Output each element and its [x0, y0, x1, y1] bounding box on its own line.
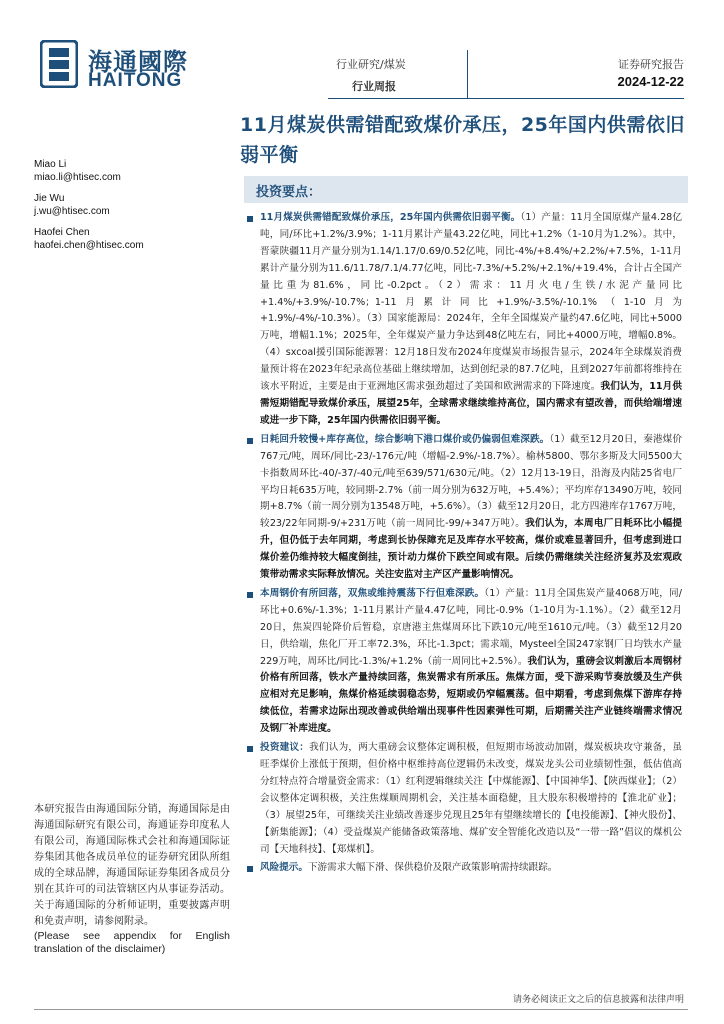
bullet-icon	[247, 216, 253, 222]
report-type: 证券研究报告	[618, 58, 684, 71]
paragraph-conclusion: 我们认为，重磅会议刺激后本周钢材价格有所回落，铁水产量持续回落，焦炭需求有所承压。焦煤方面，受下游采购节奏放缓及生产供应相对充足影响，焦煤价格延续弱稳态势，短期或仍窄幅震荡。但中期看，考虑到焦煤下游库存持续低位，若需求边际出现改善或供给端出现事件性因素弹性可期，后期需关注产业链终端需求情况及钢厂补库进度。	[260, 655, 682, 735]
author-name: Jie Wu	[34, 193, 65, 204]
brand-name-cn: 海通國際	[88, 48, 188, 76]
disclaimer-en: (Please see appendix for English translation of the disclaimer)	[34, 930, 230, 955]
author-email[interactable]: miao.li@htisec.com	[34, 172, 121, 183]
paragraph-conclusion: 我们认为，本周电厂日耗环比小幅提升，但仍低于去年同期，考虑到长协保障充足及库存水平较高，煤价或难显著回升，但考虑到进口煤价差仍维持较大幅度倒挂，预计动力煤价下跌空间或有限。后续仍需继续关注经济复苏及宏观政策带动需求实际释放情况。关注安监对主产区产量影响情况。	[260, 518, 682, 581]
author-name: Miao Li	[34, 159, 67, 170]
paragraph-lead: 风险提示。	[260, 862, 308, 874]
author-email[interactable]: haofei.chen@htisec.com	[34, 240, 144, 251]
paragraph-text: （1）截至12月20日，秦港煤价767元/吨，周环/同比-23/-176元/吨（增幅-2.9%/-18.7%）。榆林5800、鄂尔多斯及大同5500大卡指数周环比-40/-37/-40元/吨至639/571/630元/吨。（2）12月13-19日，沿海及内陆25省电厂平均日耗635万吨，较同期-2.7%（前一周分别为632万吨，+5.4%）；平均库存13490万吨，较同期+8.7%（前一周分别为13548万吨，+5.6%）。（3）截至12月20日，北方四港库存1767万吨，较23/22年同期-9/+231万吨（前一周同比-99/+347万吨）。	[260, 433, 682, 530]
paragraph-lead: 11月煤炭供需错配致煤价承压，25年国内供需依旧弱平衡。	[260, 212, 521, 223]
section-title: 投资要点：	[256, 185, 322, 200]
author-email[interactable]: j.wu@htisec.com	[34, 206, 110, 217]
haitong-emblem-icon	[40, 40, 78, 88]
paragraph-text: 下游需求大幅下滑、保供稳价及限产政策影响需持续跟踪。	[307, 862, 558, 874]
author-block	[34, 192, 110, 218]
report-subtype: 行业周报	[352, 80, 396, 93]
paragraph-text: 我们认为，两大重磅会议整体定调积极，但短期市场波动加剧，煤炭板块攻守兼备，虽旺季煤价上涨低于预期，但价格中枢维持高位逻辑仍未改变，煤炭龙头公司业绩韧性强，低估值高分红特点符合增量资金需求：（1）红利逻辑继续关注【中煤能源】、【中国神华】、【陕西煤业】；（2）会议整体定调积极，关注焦煤顺周期机会，关注基本面稳健，且大股东积极增持的【淮北矿业】；（3）展望25年，可继续关注业绩改善逐步兑现且25年有望继续增长的【电投能源】、【神火股份】、【新集能源】；（4）受益煤炭产能储备政策落地、煤矿安全智能化改造以及“一带一路”倡议的煤机公司【天地科技】、【郑煤机】。	[260, 742, 683, 855]
report-category: 行业研究/煤炭	[336, 58, 406, 71]
bullet-icon	[247, 592, 253, 598]
disclaimer	[34, 802, 230, 956]
header-divider	[467, 50, 468, 98]
footer-rule	[34, 1009, 688, 1010]
paragraph-conclusion: 我们认为，11月供需短期错配导致煤价承压，展望25年，全球需求继续维持高位，国内需求有望改善，而供给端增速或进一步下降，25年国内供需依旧弱平衡。	[260, 381, 683, 426]
report-title: 11月煤炭供需错配致煤价承压，25年国内供需依旧弱平衡	[240, 114, 685, 166]
author-block	[34, 158, 121, 184]
footer-note: 请务必阅读正文之后的信息披露和法律声明	[512, 995, 684, 1005]
header-rule	[328, 98, 684, 99]
highlight-paragraph	[246, 860, 682, 877]
author-block	[34, 226, 144, 252]
highlight-paragraph	[246, 740, 682, 858]
haitong-logo	[40, 40, 210, 90]
highlight-paragraph	[246, 432, 682, 584]
bullet-icon	[247, 866, 253, 872]
author-name: Haofei Chen	[34, 227, 90, 238]
disclaimer-cn: 本研究报告由海通国际分销，海通国际是由海通国际研究有限公司，海通证券印度私人有限公司，海通国际株式会社和海通国际证券集团其他各成员单位的证券研究团队所组成的全球品牌，海通国际证券集团各成员分别在其许可的司法管辖区内从事证券活动。关于海通国际的分析师证明，重要披露声明和免责声明，请参阅附录。	[34, 804, 230, 927]
highlights-body	[246, 210, 682, 879]
brand-name-en: HAITONG	[88, 70, 183, 91]
bullet-icon	[247, 746, 253, 752]
paragraph-lead: 日耗回升较慢+库存高位，综合影响下港口煤价或仍偏弱但难深跌。	[260, 433, 550, 445]
paragraph-text: （1）产量：11月全国焦炭产量4068万吨，同/环比+0.6%/-1.3%；1-11月累计产量4.47亿吨，同比-0.9%（1-10月为-1.1%）。（2）截至12月20日，焦炭四轮降价后暂稳，京唐港主焦煤周环比下跌10元/吨至1610元/吨。（3）截至12月20日，供给端，焦化厂开工率72.3%，环比-1.3pct；需求端，Mysteel全国247家钢厂日均铁水产量229万吨，周环比/同比-1.3%/+1.2%（前一周同比+2.5%）。	[260, 587, 682, 667]
bullet-icon	[247, 438, 253, 444]
report-date: 2024-12-22	[617, 74, 684, 89]
paragraph-lead: 投资建议：	[260, 742, 310, 754]
paragraph-text: （1）产量：11月全国原煤产量4.28亿吨，同/环比+1.2%/3.9%；1-11月累计产量43.22亿吨，同比+1.2%（1-10月为1.2%）。其中，晋蒙陕疆11月产量分别为1.14/1.17/0.69/0.52亿吨，同比-4%/+8.4%/+2.2%/+7.5%，1-11月累计产量分别为11.6/11.78/7.1/4.77亿吨，同比-7.3%/+5.2%/+2.1%/+19.4%，合计占全国产量比重为81.6%，同比-0.2pct。（2）需求：11月火电/生铁/水泥产量同比+1.4%/+3.9%/-10.7%；1-11月累计同比+1.9%/-3.5%/-10.1%（1-10月为+1.9%/-4%/-10.3%）。（3）国家能源局：2024年，全年全国煤炭产量约47.6亿吨，同比+5000万吨，增幅1.1%；2025年，全年煤炭产量力争达到48亿吨左右，同比+4000万吨，增幅0.8%。（4）sxcoal援引国际能源署：12月18日发布2024年度煤炭市场报告显示，2024年全球煤炭消费量预计将在2023年纪录高位基础上继续增加，达到创纪录的87.7亿吨，且到2027年前都将维持在该水平附近，主要是由于亚洲地区需求强劲超过了美国和欧洲需求的下降速度。	[260, 212, 683, 393]
highlight-paragraph	[246, 210, 682, 430]
paragraph-lead: 本周钢价有所回落，双焦或维持震荡下行但难深跌。	[260, 587, 485, 599]
highlight-paragraph	[246, 586, 682, 738]
